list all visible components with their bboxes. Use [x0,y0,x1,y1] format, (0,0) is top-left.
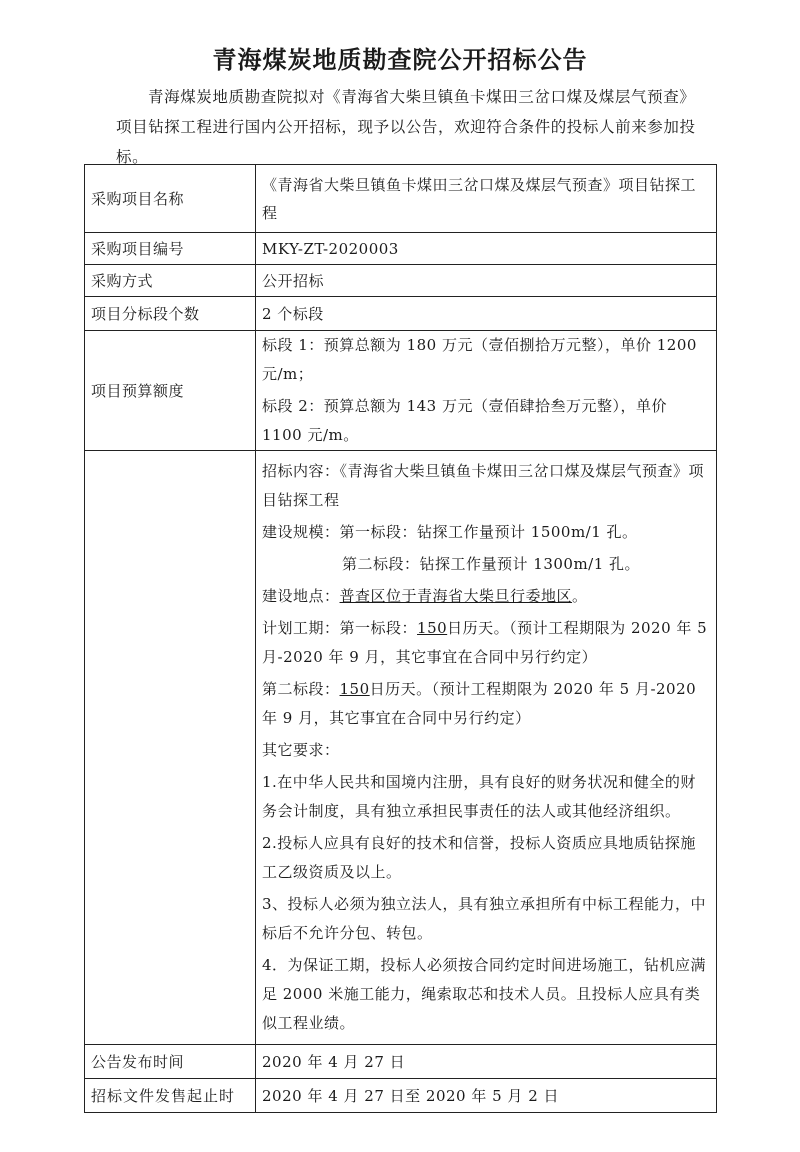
lot-count-value: 2 个标段 [256,297,717,331]
period2-pre: 第二标段： [262,680,340,698]
budget-lot1: 标段 1：预算总额为 180 万元（壹佰捌拾万元整），单价 1200 元/m； [262,336,697,383]
table-row [85,1045,717,1079]
table-row [85,297,717,331]
scale-label: 建设规模： [262,523,340,541]
lot-count-label: 项目分标段个数 [85,297,256,331]
site-label: 建设地点： [262,587,340,605]
sale-period-value: 2020 年 4 月 27 日至 2020 年 5 月 2 日 [256,1079,717,1113]
other-heading: 其它要求： [262,741,340,759]
period-label: 计划工期： [262,619,340,637]
scale-lot1-line [262,518,710,547]
notice-intro: 青海煤炭地质勘查院拟对《青海省大柴旦镇鱼卡煤田三岔口煤及煤层气预查》项目钻探工程进行国内公开招标，现予以公告，欢迎符合条件的投标人前来参加投标。 [116,88,696,166]
scale-lot2: 第二标段：钻探工作量预计 1300m/1 孔。 [342,555,641,573]
budget-value [256,331,717,451]
period2-line [262,675,710,733]
project-code-label: 采购项目编号 [85,233,256,265]
publish-time-label: 公告发布时间 [85,1045,256,1079]
requirement-2: 2.投标人应具有良好的技术和信誉，投标人资质应具地质钻探施工乙级资质及以上。 [262,834,696,881]
table-row [85,1079,717,1113]
project-name-value: 《青海省大柴旦镇鱼卡煤田三岔口煤及煤层气预查》项目钻探工程 [256,165,717,233]
period1-post: 日历天。（预计工程期限为 2020 年 5 月-2020 年 9 月，其它事宜在合同中另行约定） [262,619,708,666]
budget-label: 项目预算额度 [85,331,256,451]
notice-table [84,164,717,1113]
site-end: 。 [572,587,588,605]
period1-line [262,614,710,672]
budget-lot2: 标段 2：预算总额为 143 万元（壹佰肆拾叁万元整），单价 1100 元/m。 [262,397,667,444]
scale-lot1: 第一标段：钻探工作量预计 1500m/1 孔。 [339,523,638,541]
requirement-4: 4．为保证工期，投标人必须按合同约定时间进场施工，钻机应满足 2000 米施工能力，绳索取芯和技术人员。且投标人应具有类似工程业绩。 [262,956,707,1032]
method-label: 采购方式 [85,265,256,297]
table-row [85,331,717,451]
table-row [85,265,717,297]
site-line [262,582,710,611]
publish-time-value: 2020 年 4 月 27 日 [256,1045,717,1079]
sale-period-label: 招标文件发售起止时 [85,1079,256,1113]
requirement-1: 1.在中华人民共和国境内注册，具有良好的财务状况和健全的财务会计制度，具有独立承担民事责任的法人或其他经济组织。 [262,773,696,820]
notice-title: 青海煤炭地质勘查院公开招标公告 [212,46,588,74]
method-value: 公开招标 [256,265,717,297]
content-label-empty [85,451,256,1045]
table-row [85,233,717,265]
project-name-label: 采购项目名称 [85,165,256,233]
project-code-value: MKY-ZT-2020003 [256,233,717,265]
period2-days: 150 [339,680,370,698]
table-row [85,165,717,233]
period2-post: 日历天。（预计工程期限为 2020 年 5 月-2020 年 9 月，其它事宜在合同中另行约定） [262,680,697,727]
requirement-3: 3、投标人必须为独立法人，具有独立承担所有中标工程能力，中标后不允许分包、转包。 [262,895,707,942]
period1-days: 150 [417,619,448,637]
site-value: 普查区位于青海省大柴旦行委地区 [339,587,573,605]
tender-content: 招标内容：《青海省大柴旦镇鱼卡煤田三岔口煤及煤层气预查》项目钻探工程 [262,462,705,509]
period1-pre: 第一标段： [339,619,418,637]
table-row [85,451,717,1045]
content-value [256,451,717,1045]
